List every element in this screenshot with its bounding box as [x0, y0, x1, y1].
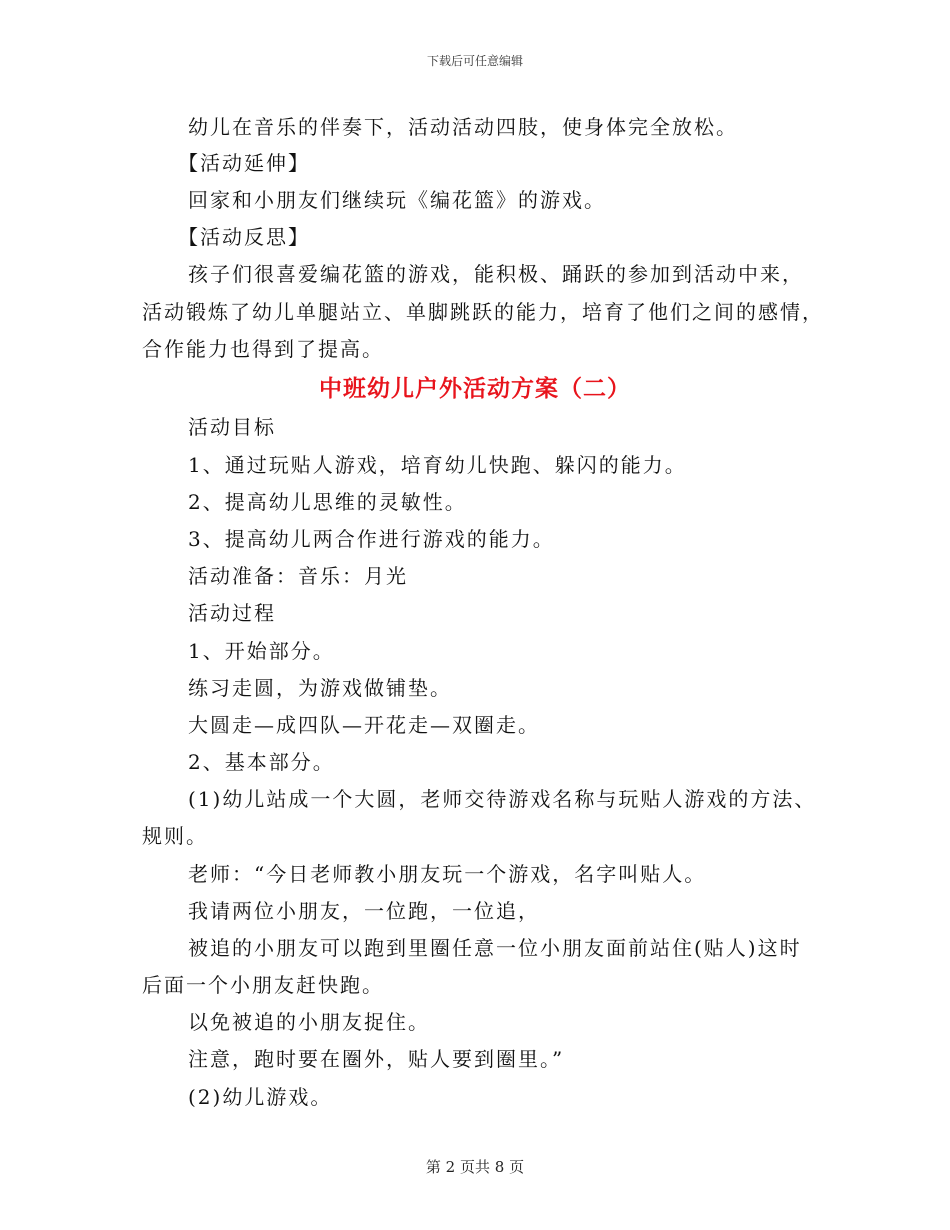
- step-2-1-line-2: 规则。: [142, 824, 208, 848]
- goal-item-3: 3、提高幼儿两合作进行游戏的能力。: [188, 527, 555, 551]
- reflection-heading: 【活动反思】: [178, 225, 310, 249]
- goal-heading: 活动目标: [188, 415, 276, 439]
- step-1-detail-b: 大圆走—成四队—开花走—双圈走。: [188, 713, 540, 737]
- paragraph-relax: 幼儿在音乐的伴奏下，活动活动四肢，使身体完全放松。: [188, 115, 738, 139]
- step-2-1-line-1: (1)幼儿站成一个大圆，老师交待游戏名称与玩贴人游戏的方法、: [188, 787, 817, 811]
- reflection-line-3: 合作能力也得到了提高。: [142, 337, 384, 361]
- teacher-speech-1: 老师：“今日老师教小朋友玩一个游戏，名字叫贴人。: [188, 862, 707, 886]
- goal-item-1: 1、通过玩贴人游戏，培育幼儿快跑、躲闪的能力。: [188, 453, 687, 477]
- step-1: 1、开始部分。: [188, 639, 335, 663]
- step-2: 2、基本部分。: [188, 750, 335, 774]
- section-title: 中班幼儿户外活动方案（二）: [319, 375, 631, 402]
- teacher-speech-5: 注意，跑时要在圈外，贴人要到圈里。”: [188, 1047, 565, 1071]
- step-2-2: (2)幼儿游戏。: [188, 1085, 333, 1109]
- teacher-speech-2: 我请两位小朋友，一位跑，一位追，: [188, 899, 540, 923]
- teacher-speech-4: 以免被追的小朋友捉住。: [188, 1010, 430, 1034]
- step-1-detail-a: 练习走圆，为游戏做铺垫。: [188, 676, 452, 700]
- teacher-speech-3-line-2: 后面一个小朋友赶快跑。: [142, 973, 384, 997]
- extension-heading: 【活动延伸】: [178, 151, 310, 175]
- teacher-speech-3-line-1: 被追的小朋友可以跑到里圈任意一位小朋友面前站住(贴人)这时: [188, 936, 802, 960]
- reflection-line-2: 活动锻炼了幼儿单腿站立、单脚跳跃的能力，培育了他们之间的感情，: [142, 300, 824, 324]
- extension-text: 回家和小朋友们继续玩《编花篮》的游戏。: [188, 188, 606, 212]
- preparation: 活动准备：音乐：月光: [188, 564, 408, 588]
- page-footer: 第 2 页共 8 页: [425, 1158, 525, 1176]
- process-heading: 活动过程: [188, 601, 276, 625]
- page-header: 下载后可任意编辑: [426, 54, 523, 68]
- reflection-line-1: 孩子们很喜爱编花篮的游戏，能积极、踊跃的参加到活动中来，: [188, 262, 804, 286]
- goal-item-2: 2、提高幼儿思维的灵敏性。: [188, 490, 467, 514]
